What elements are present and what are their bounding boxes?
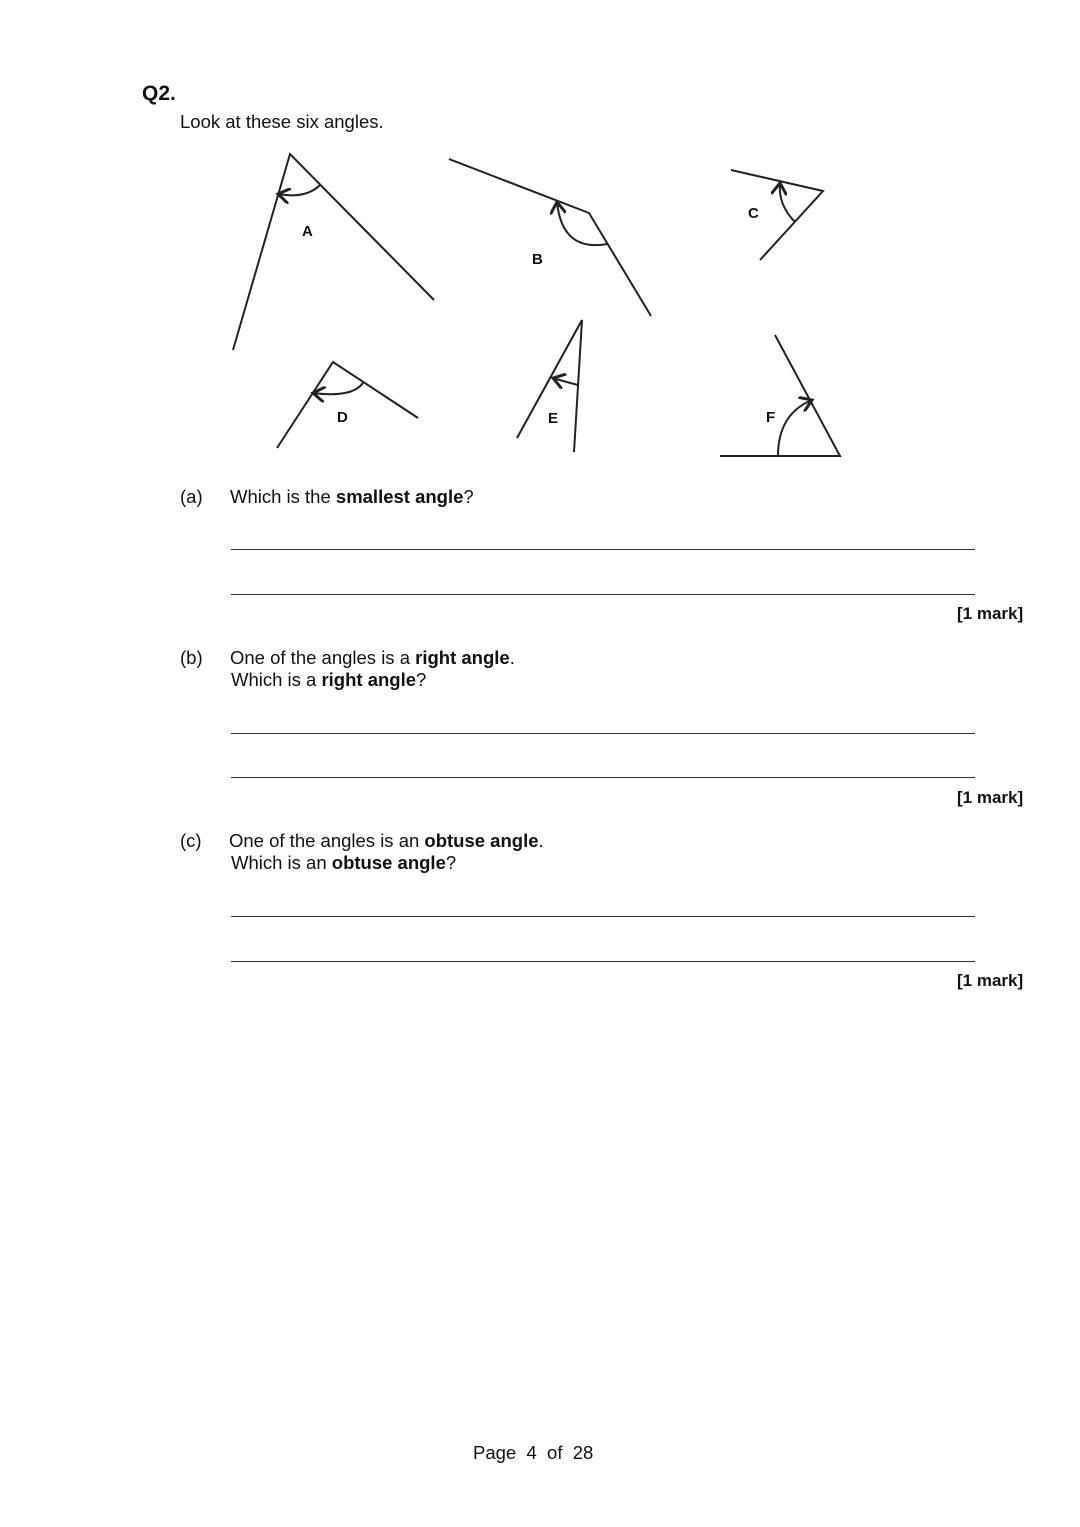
bold-term: obtuse angle	[424, 830, 539, 851]
answer-line[interactable]	[231, 594, 975, 595]
marks-label: [1 mark]	[957, 604, 1024, 623]
text: Which is an	[231, 852, 332, 873]
angle-d	[277, 362, 418, 448]
page-number: Page 4 of 28	[473, 1442, 594, 1463]
angle-f	[720, 335, 840, 456]
answer-line[interactable]	[231, 549, 975, 550]
svg-text:C: C	[748, 205, 759, 222]
part-b-line1	[230, 647, 515, 669]
angle-a	[233, 154, 434, 350]
answer-line[interactable]	[231, 733, 975, 734]
answer-line[interactable]	[231, 777, 975, 778]
text: ?	[463, 486, 474, 507]
bold-term: right angle	[321, 669, 417, 690]
text: One of the angles is an	[229, 830, 425, 851]
angle-b	[449, 159, 651, 316]
part-b-line2	[231, 669, 426, 691]
angles-figure	[0, 0, 1080, 500]
text: Which is the	[230, 486, 336, 507]
text: Which is a	[231, 669, 322, 690]
marks-label: [1 mark]	[957, 788, 1024, 807]
text: ?	[445, 852, 457, 873]
question-intro: Look at these six angles.	[180, 111, 384, 132]
angle-e	[517, 320, 582, 452]
part-b-label: (b)	[180, 647, 203, 668]
question-number: Q2.	[142, 82, 176, 105]
bold-term: right angle	[415, 647, 510, 668]
marks-label: [1 mark]	[957, 971, 1024, 990]
svg-text:F: F	[766, 409, 776, 426]
angle-c	[731, 170, 823, 260]
answer-line[interactable]	[231, 916, 975, 917]
bold-term: obtuse angle	[331, 852, 446, 873]
answer-line[interactable]	[231, 961, 975, 962]
text: ?	[416, 669, 427, 690]
svg-text:E: E	[548, 410, 559, 427]
part-c-label: (c)	[180, 830, 202, 851]
svg-text:A: A	[302, 223, 313, 240]
text: .	[538, 830, 544, 851]
part-c-line1	[229, 830, 544, 852]
part-a-label: (a)	[180, 486, 203, 507]
svg-text:B: B	[532, 251, 543, 268]
bold-term: smallest angle	[335, 486, 464, 507]
text: .	[509, 647, 515, 668]
text: One of the angles is a	[230, 647, 416, 668]
part-a-question	[230, 486, 474, 508]
svg-text:D: D	[337, 409, 348, 426]
part-c-line2	[231, 852, 456, 874]
